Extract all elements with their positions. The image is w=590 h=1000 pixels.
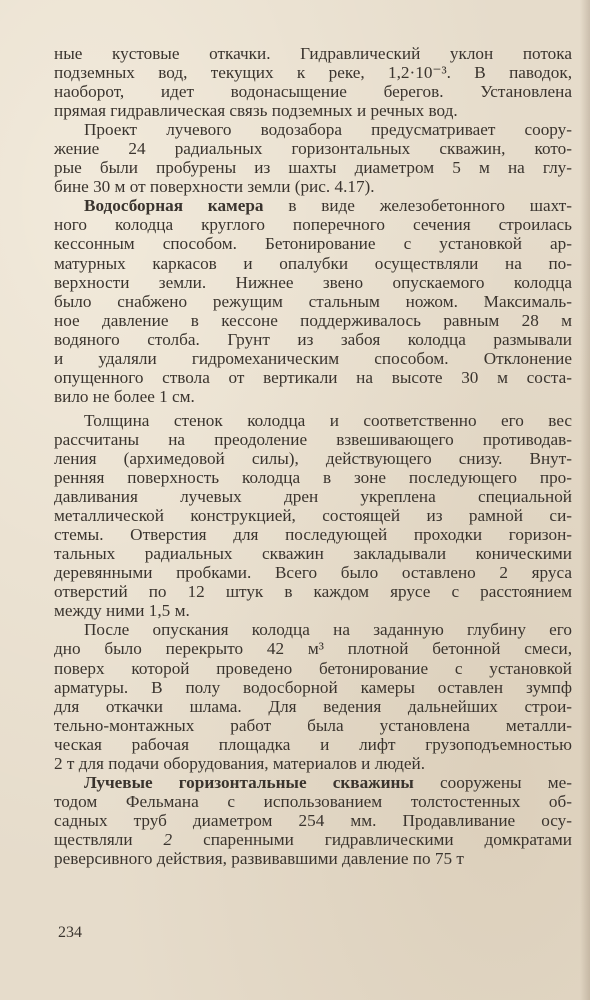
text-line [54, 311, 572, 330]
text-line [54, 716, 572, 735]
bold-heading: Водосборная камера [84, 196, 264, 216]
text-line [54, 525, 572, 544]
line-text: Толщина стенок колодца и соответственно его вес [84, 410, 572, 430]
text-line [54, 582, 572, 601]
text-line [54, 158, 572, 177]
text-line [54, 678, 572, 697]
text-line [54, 273, 572, 292]
text-line [54, 292, 572, 311]
bold-heading: Лучевые горизонтальные скважины [84, 772, 414, 792]
page-number: 234 [58, 924, 82, 941]
text-line [54, 196, 572, 215]
line-text: рассчитаны на преодоление взвешивающего противодав- [54, 429, 572, 449]
line-text: вило не более 1 см. [54, 386, 195, 406]
text-line [54, 754, 572, 773]
text-line [54, 659, 572, 678]
line-text: арматуры. В полу водосборной камеры оставлен зумпф [54, 677, 572, 697]
line-text: давливания лучевых дрен укреплена специальной [54, 487, 572, 507]
line-text: После опускания колодца на заданную глубину его [84, 620, 572, 640]
text-line [54, 487, 572, 506]
line-text: ного колодца круглого поперечного сечения строилась [54, 215, 572, 235]
line-text: дно было перекрыто 42 м³ плотной бетонной смеси, [54, 639, 572, 659]
text-line [54, 430, 572, 449]
line-text: спаренными гидравлическими домкратами [172, 829, 573, 849]
line-text: отверстий по 12 штук в каждом ярусе с расстоянием [54, 582, 572, 602]
line-text: тельно-монтажных работ была установлена металли- [54, 715, 572, 735]
line-text: жение 24 радиальных горизонтальных скважин, кото- [54, 139, 572, 159]
line-text: тальных радиальных скважин закладывали коническими [54, 544, 572, 564]
line-text: поверх которой проведено бетонирование с установкой [54, 658, 572, 678]
line-text: ренняя поверхность колодца в зоне последующего про- [54, 468, 572, 488]
text-line [54, 387, 572, 406]
text-line [54, 120, 572, 139]
text-line [54, 830, 572, 849]
italic-number: 2 [163, 829, 173, 849]
text-line [54, 849, 572, 868]
line-text: подземных вод, текущих к реке, 1,2·10⁻³. В паводок, [54, 63, 572, 83]
text-line [54, 639, 572, 658]
line-text: рые были пробурены из шахты диаметром 5 м на глу- [54, 158, 572, 178]
text-line [54, 139, 572, 158]
line-text: тодом Фельмана с использованием толстостенных об- [54, 791, 572, 811]
text-line [54, 215, 572, 234]
line-text: между ними 1,5 м. [54, 601, 190, 621]
text-line [54, 101, 572, 120]
line-text: ческая рабочая площадка и лифт грузоподъемностью [54, 734, 572, 754]
text-line [54, 811, 572, 830]
line-text: в виде железобетонного шахт- [263, 196, 572, 216]
line-text: ные кустовые откачки. Гидравлический уклон потока [54, 44, 572, 63]
line-text: матурных каркасов и опалубки осуществляли на по- [54, 253, 572, 273]
line-text: садных труб диаметром 254 мм. Продавливание осу- [54, 810, 572, 830]
line-text: ления (архимедовой силы), действующего снизу. Внут- [54, 448, 572, 468]
line-text: стемы. Отверстия для последующей проходки горизон- [54, 525, 572, 545]
text-line [54, 234, 572, 253]
text-line [54, 330, 572, 349]
line-text: бине 30 м от поверхности земли (рис. 4.17). [54, 177, 375, 197]
line-text: прямая гидравлическая связь подземных и речных вод. [54, 101, 458, 121]
text-line [54, 82, 572, 101]
text-line [54, 411, 572, 430]
text-line [54, 254, 572, 273]
line-text: ществляли [54, 829, 164, 849]
line-text: водяного столба. Грунт из забоя колодца размывали [54, 329, 572, 349]
line-text: верхности земли. Нижнее звено опускаемого колодца [54, 272, 572, 292]
line-text: реверсивного действия, развивавшими давление по 75 т [54, 848, 464, 868]
line-text: деревянными пробками. Всего было оставлено 2 яруса [54, 563, 572, 583]
text-line [54, 544, 572, 563]
body-text [54, 44, 572, 868]
text-line [54, 620, 572, 639]
text-line [54, 506, 572, 525]
text-line [54, 697, 572, 716]
text-line [54, 773, 572, 792]
line-text: опущенного ствола от вертикали на высоте 30 м соста- [54, 367, 572, 387]
line-text: 2 т для подачи оборудования, материалов и людей. [54, 753, 426, 773]
page-edge-shadow [580, 0, 590, 1000]
text-line [54, 449, 572, 468]
text-line [54, 63, 572, 82]
line-text: сооружены ме- [413, 772, 572, 792]
text-line [54, 44, 572, 63]
text-line [54, 368, 572, 387]
line-text: для откачки шлама. Для ведения дальнейших строи- [54, 696, 572, 716]
line-text: кессонным способом. Бетонирование с установкой ар- [54, 234, 572, 254]
line-text: было снабжено режущим стальным ножом. Максималь- [54, 291, 572, 311]
line-text: наоборот, идет водонасыщение берегов. Установлена [54, 82, 572, 102]
text-line [54, 468, 572, 487]
text-line [54, 792, 572, 811]
text-line [54, 601, 572, 620]
text-line [54, 563, 572, 582]
line-text: Проект лучевого водозабора предусматривает соору- [84, 120, 572, 140]
text-line [54, 735, 572, 754]
text-line [54, 177, 572, 196]
text-line [54, 349, 572, 368]
line-text: металлической конструкцией, состоящей из рамной си- [54, 506, 572, 526]
line-text: ное давление в кессоне поддерживалось равным 28 м [54, 310, 572, 330]
line-text: и удаляли гидромеханическим способом. Отклонение [54, 348, 572, 368]
